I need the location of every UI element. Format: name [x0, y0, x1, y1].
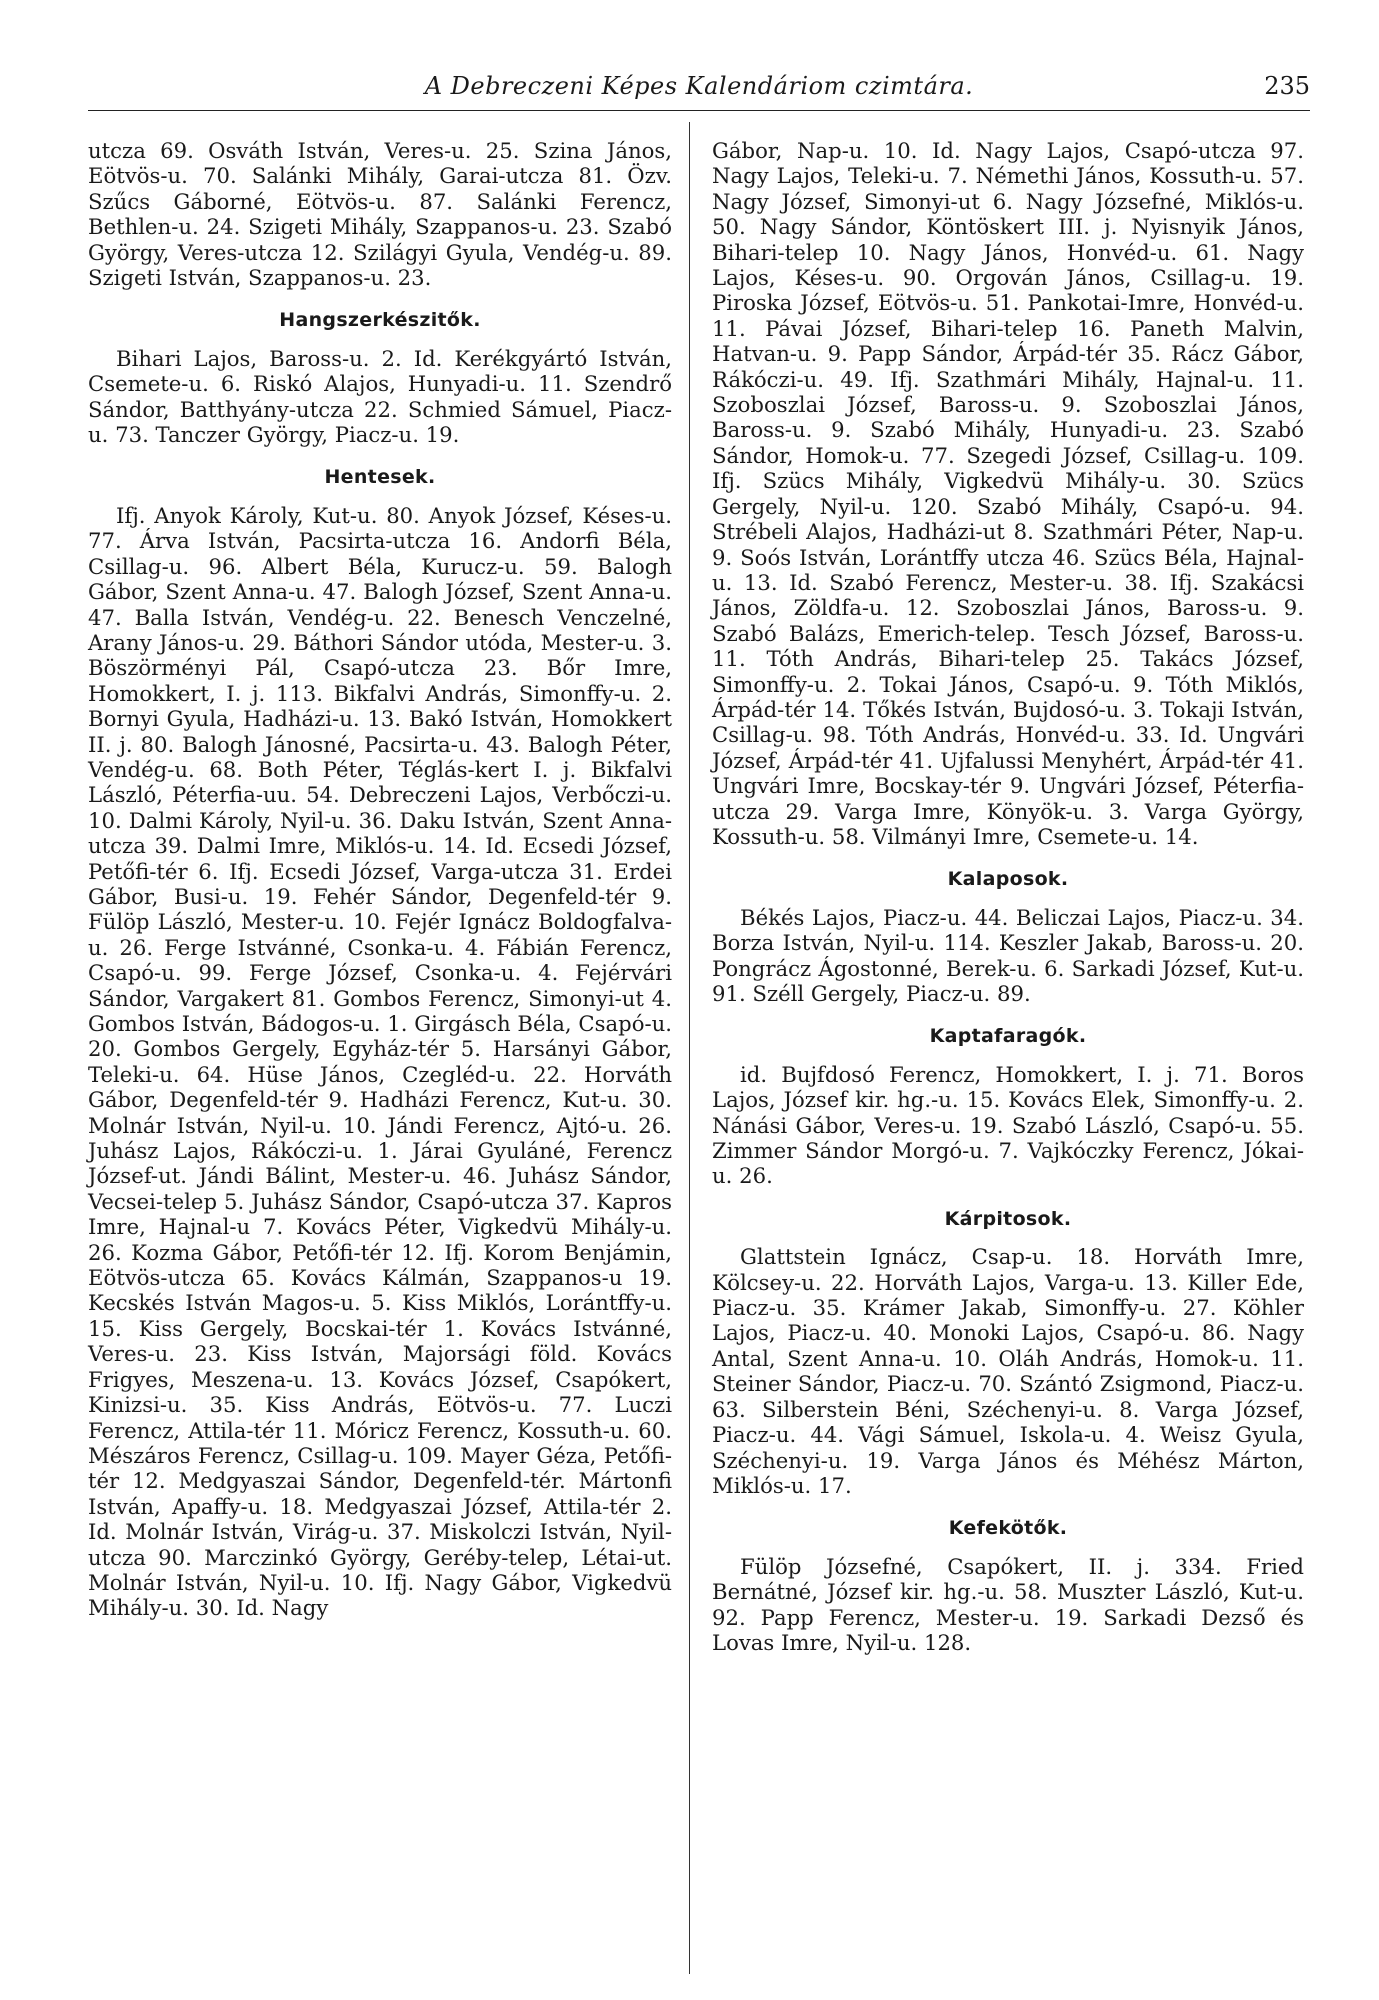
section-heading-kefekotok: Kefekötők. [948, 1517, 1068, 1540]
section-text-kefekotok: Fülöp Józsefné, Csapókert, II. j. 334. Fried Bernátné, József kir. hg.-u. 58. Muszter László, Kut-u. 92. Papp Ferencz, Mester-u. 19. Sarkadi Dezső és Lovas Imre, Nyil-u. 128. [712, 1553, 1304, 1655]
page-number: 235 [1264, 72, 1310, 100]
left-column [88, 138, 672, 1621]
section-heading-hangszerkeszitok: Hangszerkészitők. [279, 309, 481, 332]
header-rule [88, 110, 1310, 111]
section-heading-hentesek: Hentesek. [324, 466, 436, 489]
section-heading-kaptafaragok: Kaptafaragók. [929, 1025, 1087, 1048]
section-text-kaptafaragok: id. Bujfdosó Ferencz, Homokkert, I. j. 71. Boros Lajos, József kir. hg.-u. 15. Kovács Elek, Simonffy-u. 2. Nánási Gábor, Veres-u. 19. Szabó László, Csapó-u. 55. Zimmer Sándor Morgó-u. 7. Vajkóczky Ferencz, Jókai-u. 26. [712, 1061, 1304, 1189]
section-heading-kalaposok: Kalaposok. [947, 868, 1069, 891]
page-header [88, 72, 1310, 108]
running-title: A Debreczeni Képes Kalendáriom czimtára. [424, 72, 974, 100]
column-divider [689, 122, 690, 1974]
left-intro-paragraph: utcza 69. Osváth István, Veres-u. 25. Szina János, Eötvös-u. 70. Salánki Mihály, Garai-utcza 81. Özv. Szűcs Gáborné, Eötvös-u. 87. Salánki Ferencz, Bethlen-u. 24. Szigeti Mihály, Szappanos-u. 23. Szabó György, Veres-utcza 12. Szilágyi Gyula, Vendég-u. 89. Szigeti István, Szappanos-u. 23. [88, 138, 672, 291]
section-heading-karpitosok: Kárpitosok. [944, 1207, 1072, 1230]
section-text-hentesek: Ifj. Anyok Károly, Kut-u. 80. Anyok József, Késes-u. 77. Árva István, Pacsirta-utcza 16. Andorfi Béla, Csillag-u. 96. Albert Béla, Kurucz-u. 59. Balogh Gábor, Szent Anna-u. 47. Balogh József, Szent Anna-u. 47. Balla István, Vendég-u. 22. Benesch Venczelné, Arany János-u. 29. Báthori Sándor utóda, Mester-u. 3. Böszörményi Pál, Csapó-utcza 23. Bőr Imre, Homokkert, I. j. 113. Bikfalvi András, Simonffy-u. 2. Bornyi Gyula, Hadházi-u. 13. Bakó István, Homokkert II. j. 80. Balogh Jánosné, Pacsirta-u. 43. Balogh Péter, Vendég-u. 68. Both Péter, Téglás-kert I. j. Bikfalvi László, Péterfia-uu. 54. Debreczeni Lajos, Verbőczi-u. 10. Dalmi Károly, Nyil-u. 36. Daku István, Szent Anna-utcza 39. Dalmi Imre, Miklós-u. 14. Id. Ecsedi József, Petőfi-tér 6. Ifj. Ecsedi József, Varga-utcza 31. Erdei Gábor, Busi-u. 19. Fehér Sándor, Degenfeld-tér 9. Fülöp László, Mester-u. 10. Fejér Ignácz Boldogfalva-u. 26. Ferge Istvánné, Csonka-u. 4. Fábián Ferencz, Csapó-u. 99. Ferge József, Csonka-u. 4. Fejérvári Sándor, Vargakert 81. Gombos Ferencz, Simonyi-ut 4. Gombos István, Bádogos-u. 1. Girgásch Béla, Csapó-u. 20. Gombos Gergely, Egyház-tér 5. Harsányi Gábor, Teleki-u. 64. Hüse János, Czegléd-u. 22. Horváth Gábor, Degenfeld-tér 9. Hadházi Ferencz, Kut-u. 30. Molnár István, Nyil-u. 10. Jándi Ferencz, Ajtó-u. 26. Juhász Lajos, Rákóczi-u. 1. Járai Gyuláné, Ferencz József-ut. Jándi Bálint, Mester-u. 46. Juhász Sándor, Vecsei-telep 5. Juhász Sándor, Csapó-utcza 37. Kapros Imre, Hajnal-u 7. Kovács Péter, Vigkedvü Mihály-u. 26. Kozma Gábor, Petőfi-tér 12. Ifj. Korom Benjámin, Eötvös-utcza 65. Kovács Kálmán, Szappanos-u 19. Kecskés István Magos-u. 5. Kiss Miklós, Lorántffy-u. 15. Kiss Gergely, Bocskai-tér 1. Kovács Istvánné, Veres-u. 23. Kiss István, Majorsági föld. Kovács Frigyes, Meszena-u. 13. Kovács József, Csapókert, Kinizsi-u. 35. Kiss András, Eötvös-u. 77. Luczi Ferencz, Attila-tér 11. Móricz Ferencz, Kossuth-u. 60. Mészáros Ferencz, Csillag-u. 109. Mayer Géza, Petőfi-tér 12. Medgyaszai Sándor, Degenfeld-tér. Mártonfi István, Apaffy-u. 18. Medgyaszai József, Attila-tér 2. Id. Molnár István, Virág-u. 37. Miskolczi István, Nyil-utcza 90. Marczinkó György, Geréby-telep, Létai-ut. Molnár István, Nyil-u. 10. Ifj. Nagy Gábor, Vigkedvü Mihály-u. 30. Id. Nagy [88, 502, 672, 1621]
right-column [712, 138, 1304, 1655]
section-text-hangszerkeszitok: Bihari Lajos, Baross-u. 2. Id. Kerékgyártó István, Csemete-u. 6. Riskó Alajos, Hunyadi-u. 11. Szendrő Sándor, Batthyány-utcza 22. Schmied Sámuel, Piacz-u. 73. Tanczer György, Piacz-u. 19. [88, 345, 672, 448]
section-text-kalaposok: Békés Lajos, Piacz-u. 44. Beliczai Lajos, Piacz-u. 34. Borza István, Nyil-u. 114. Keszler Jakab, Baross-u. 20. Pongrácz Ágostonné, Berek-u. 6. Sarkadi József, Kut-u. 91. Széll Gergely, Piacz-u. 89. [712, 904, 1304, 1006]
right-intro-paragraph: Gábor, Nap-u. 10. Id. Nagy Lajos, Csapó-utcza 97. Nagy Lajos, Teleki-u. 7. Némethi János, Kossuth-u. 57. Nagy József, Simonyi-ut 6. Nagy Józsefné, Miklós-u. 50. Nagy Sándor, Köntöskert III. j. Nyisnyik János, Bihari-telep 10. Nagy János, Honvéd-u. 61. Nagy Lajos, Késes-u. 90. Orgován János, Csillag-u. 19. Piroska József, Eötvös-u. 51. Pankotai-Imre, Honvéd-u. 11. Pávai József, Bihari-telep 16. Paneth Malvin, Hatvan-u. 9. Papp Sándor, Árpád-tér 35. Rácz Gábor, Rákóczi-u. 49. Ifj. Szathmári Mihály, Hajnal-u. 11. Szoboszlai József, Baross-u. 9. Szoboszlai János, Baross-u. 9. Szabó Mihály, Hunyadi-u. 23. Szabó Sándor, Homok-u. 77. Szegedi József, Csillag-u. 109. Ifj. Szücs Mihály, Vigkedvü Mihály-u. 30. Szücs Gergely, Nyil-u. 120. Szabó Mihály, Csapó-u. 94. Strébeli Alajos, Hadházi-ut 8. Szathmári Péter, Nap-u. 9. Soós István, Lorántffy utcza 46. Szücs Béla, Hajnal-u. 13. Id. Szabó Ferencz, Mester-u. 38. Ifj. Szakácsi János, Zöldfa-u. 12. Szoboszlai János, Baross-u. 9. Szabó Balázs, Emerich-telep. Tesch József, Baross-u. 11. Tóth András, Bihari-telep 25. Takács József, Simonffy-u. 2. Tokai János, Csapó-u. 9. Tóth Miklós, Árpád-tér 14. Tőkés István, Bujdosó-u. 3. Tokaji István, Csillag-u. 98. Tóth András, Honvéd-u. 33. Id. Ungvári József, Árpád-tér 41. Ujfalussi Menyhért, Árpád-tér 41. Ungvári Imre, Bocskay-tér 9. Ungvári József, Péterfia-utcza 29. Varga Imre, Könyök-u. 3. Varga György, Kossuth-u. 58. Vilmányi Imre, Csemete-u. 14. [712, 138, 1304, 849]
section-text-karpitosok: Glattstein Ignácz, Csap-u. 18. Horváth Imre, Kölcsey-u. 22. Horváth Lajos, Varga-u. 13. Killer Ede, Piacz-u. 35. Krámer Jakab, Simonffy-u. 27. Köhler Lajos, Piacz-u. 40. Monoki Lajos, Csapó-u. 86. Nagy Antal, Szent Anna-u. 10. Oláh András, Homok-u. 11. Steiner Sándor, Piacz-u. 70. Szántó Zsigmond, Piacz-u. 63. Silberstein Béni, Széchenyi-u. 8. Varga József, Piacz-u. 44. Vági Sámuel, Iskola-u. 4. Weisz Gyula, Széchenyi-u. 19. Varga János és Méhész Márton, Miklós-u. 17. [712, 1244, 1304, 1498]
